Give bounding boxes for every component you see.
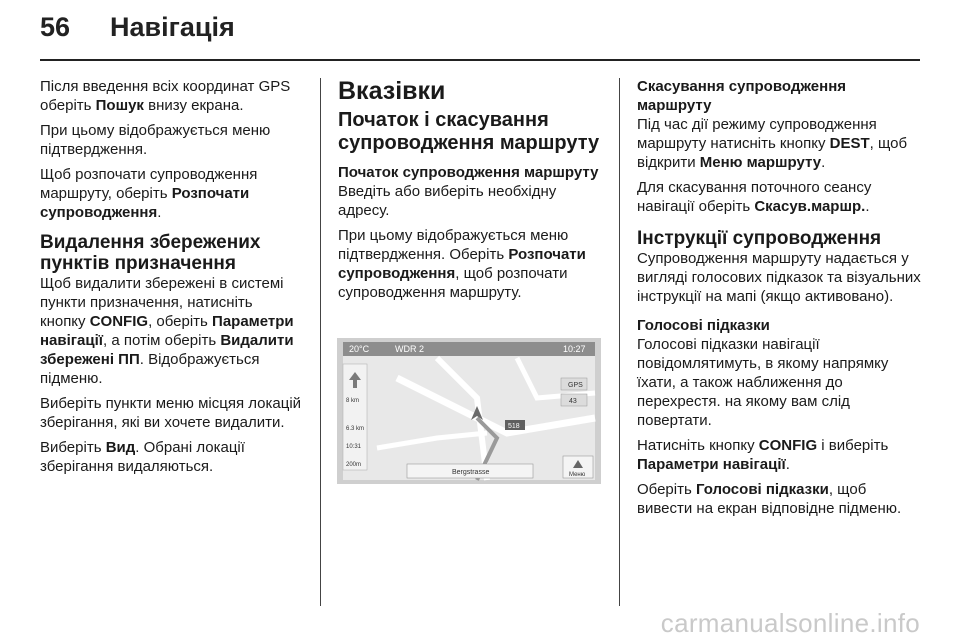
header-rule [40,59,920,61]
heading-delete-destinations: Видалення збережених пунктів призначення [40,232,261,274]
station-text: WDR 2 [395,344,424,354]
column-3 [637,77,922,524]
heading-guidance: Вказівки [338,77,446,105]
exit-number-text: 43 [569,398,577,405]
page-header [40,12,235,43]
clock-text: 10:27 [563,344,586,354]
column-divider-2 [619,78,620,606]
paragraph: Для скасування поточного сеансу навігації оберіть Скасув.маршр.. [637,179,872,215]
paragraph: Оберіть Голосові підказки, щоб вивести на екран відповідне підменю. [637,481,902,517]
remaining-distance-text: 6.3 km [346,426,365,432]
heading-voice-prompts: Голосові підказки [637,317,770,334]
heading-start-guidance: Початок супроводження маршруту [338,164,599,181]
paragraph: Після введення всіх координат GPS оберіть Пошук внизу екрана. [40,78,291,114]
navigation-screen-image [337,338,601,484]
paragraph: Щоб розпочати супроводження маршруту, оберіть Розпочати супроводження. [40,166,258,221]
column-1 [40,77,302,482]
page-number: 56 [40,12,71,42]
paragraph: Супроводження маршруту надається у вигляді голосових підказок та візуальних інструкції на мапі (якщо активовано). [637,250,921,305]
paragraph: При цьому відображується меню підтвердження. Оберіть Розпочати супроводження, щоб розпочати супроводження маршруту. [338,227,586,301]
column-2 [338,77,604,308]
paragraph: Натисніть кнопку CONFIG і виберіть Параметри навігації. [637,437,889,473]
paragraph: Щоб видалити збережені в системі пункти призначення, натисніть кнопку CONFIG, оберіть Параметри навігації, а потім оберіть Видалити збережені ПП. Відображується підменю. [40,275,294,387]
heading-cancel-guidance: Скасування супроводження маршруту [637,78,847,114]
temperature-text: 20°C [349,344,370,354]
gps-text: GPS [568,382,583,389]
paragraph: При цьому відображується меню підтвердження. [40,122,271,158]
heading-start-cancel: Початок і скасування супроводження маршруту [338,109,600,154]
road-number-text: 518 [508,423,520,430]
distance-text: 8 km [346,398,360,404]
paragraph: Голосові підказки навігації повідомлятимуть, в якому напрямку їхати, а також наближення до перехрестя. на якому вам слід повертати. [637,336,889,429]
eta-text: 10:31 [346,444,362,450]
watermark: carmanualsonline.info [660,608,920,638]
paragraph: Під час дії режиму супроводження маршруту натисніть кнопку DEST, щоб відкрити Меню маршруту. [637,116,908,171]
street-name-text: Bergstrasse [452,469,490,476]
status-bar [343,342,595,356]
scale-text: 200m [346,462,362,468]
paragraph: Виберіть пункти меню місцяя локацій зберігання, які ви хочете видалити. [40,395,302,431]
menu-text: Меню [569,472,586,478]
heading-guidance-instructions: Інструкції супроводження [637,228,882,249]
paragraph: Введіть або виберіть необхідну адресу. [338,183,557,219]
section-title: Навігація [110,12,235,42]
paragraph: Виберіть Вид. Обрані локації зберігання видаляються. [40,439,245,475]
column-divider-1 [320,78,321,606]
